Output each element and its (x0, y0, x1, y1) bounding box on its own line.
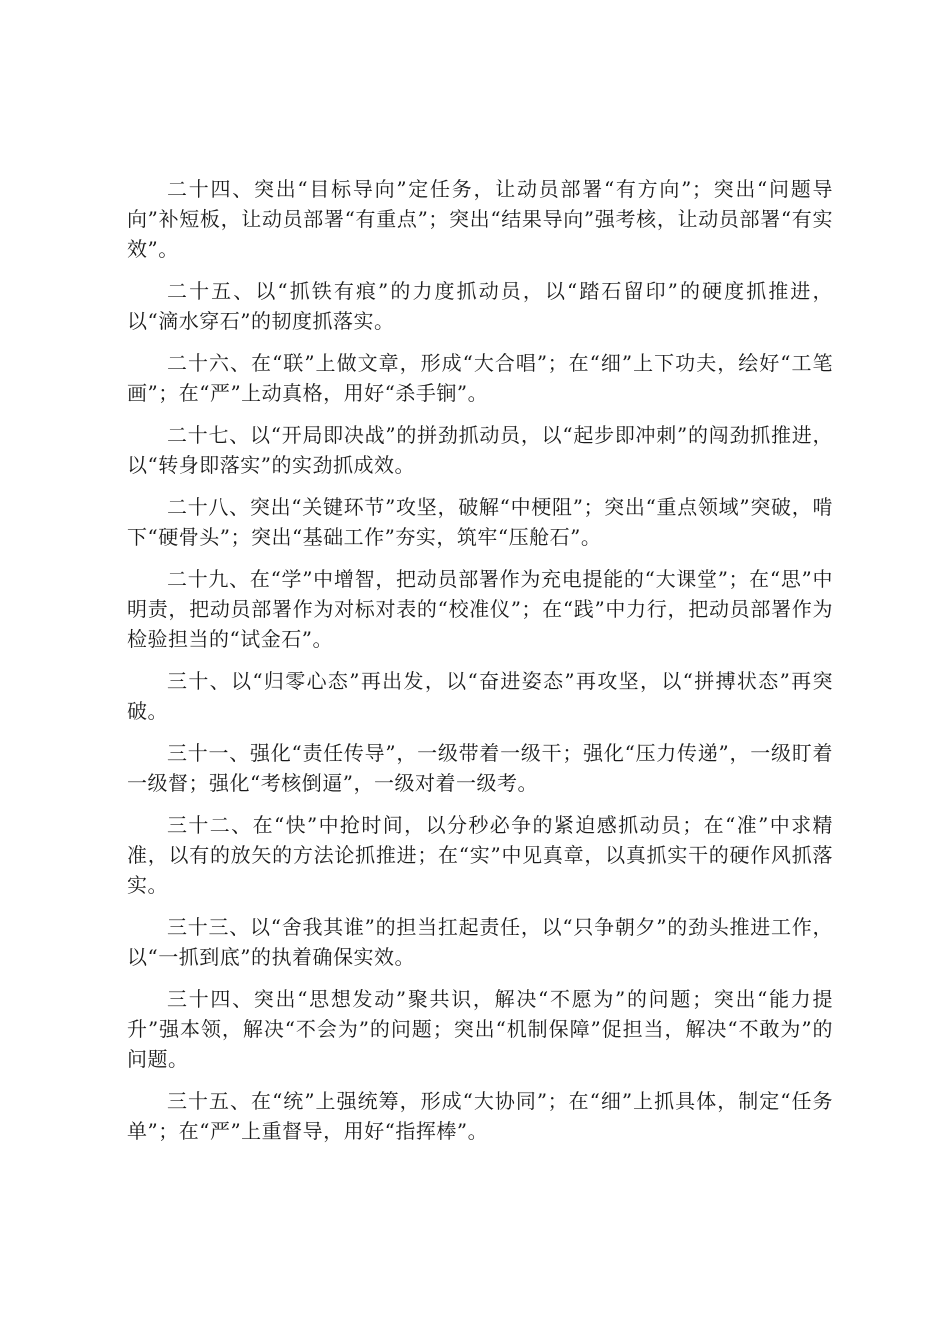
paragraph-24: 二十四、突出“目标导向”定任务，让动员部署“有方向”；突出“问题导向”补短板，让动员部署“有重点”；突出“结果导向”强考核，让动员部署“有实效”。 (127, 177, 833, 261)
paragraph-29: 二十九、在“学”中增智，把动员部署作为充电提能的“大课堂”；在“思”中明责，把动员部署作为对标对表的“校准仪”；在“践”中力行，把动员部署作为检验担当的“试金石”。 (127, 567, 833, 651)
paragraph-33: 三十三、以“舍我其谁”的担当扛起责任，以“只争朝夕”的劲头推进工作，以“一抓到底”的执着确保实效。 (127, 915, 833, 969)
paragraph-35: 三十五、在“统”上强统筹，形成“大协同”；在“细”上抓具体，制定“任务单”；在“严”上重督导，用好“指挥棒”。 (127, 1089, 833, 1143)
paragraph-25: 二十五、以“抓铁有痕”的力度抓动员，以“踏石留印”的硬度抓推进，以“滴水穿石”的韧度抓落实。 (127, 279, 833, 333)
paragraph-30: 三十、以“归零心态”再出发，以“奋进姿态”再攻坚，以“拼搏状态”再突破。 (127, 669, 833, 723)
paragraph-32: 三十二、在“快”中抢时间，以分秒必争的紧迫感抓动员；在“准”中求精准，以有的放矢的方法论抓推进；在“实”中见真章，以真抓实干的硬作风抓落实。 (127, 813, 833, 897)
paragraph-26: 二十六、在“联”上做文章，形成“大合唱”；在“细”上下功夫，绘好“工笔画”；在“严”上动真格，用好“杀手锏”。 (127, 351, 833, 405)
paragraph-34: 三十四、突出“思想发动”聚共识，解决“不愿为”的问题；突出“能力提升”强本领，解决“不会为”的问题；突出“机制保障”促担当，解决“不敢为”的问题。 (127, 987, 833, 1071)
paragraph-28: 二十八、突出“关键环节”攻坚，破解“中梗阻”；突出“重点领域”突破，啃下“硬骨头”；突出“基础工作”夯实，筑牢“压舱石”。 (127, 495, 833, 549)
document-body (127, 174, 833, 1158)
paragraph-31: 三十一、强化“责任传导”，一级带着一级干；强化“压力传递”，一级盯着一级督；强化“考核倒逼”，一级对着一级考。 (127, 741, 833, 795)
paragraph-27: 二十七、以“开局即决战”的拼劲抓动员，以“起步即冲刺”的闯劲抓推进，以“转身即落实”的实劲抓成效。 (127, 423, 833, 477)
